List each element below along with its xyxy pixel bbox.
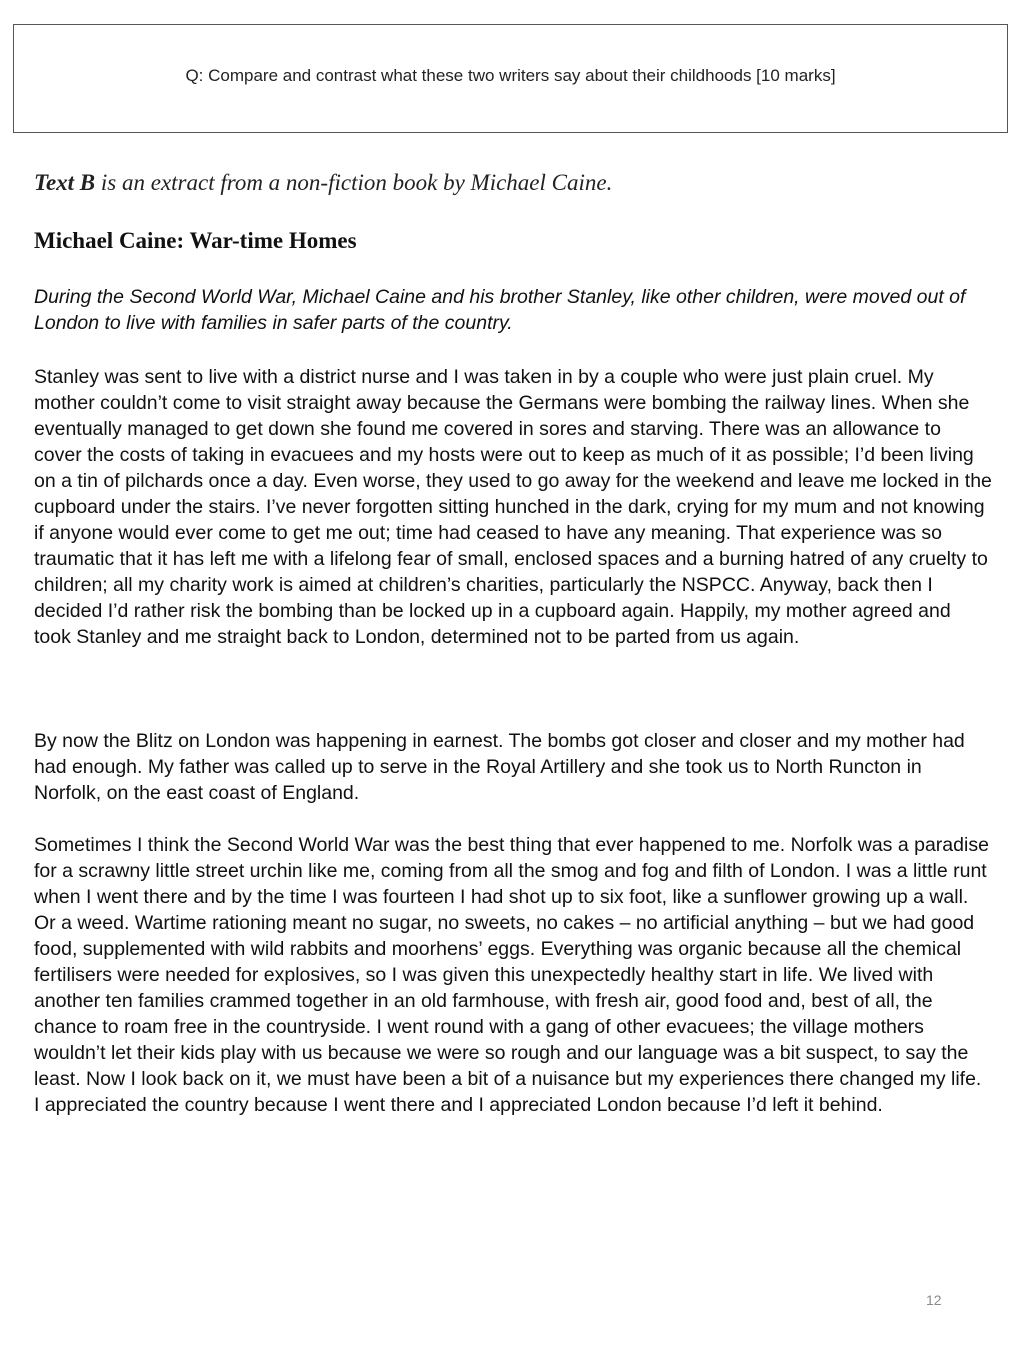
text-label: Text B <box>34 170 96 195</box>
body-paragraph-1: Stanley was sent to live with a district nurse and I was taken in by a couple who were just plain cruel. My mother couldn’t come to visit straight away because the Germans were bombing the railway lines. When she eventually managed to get down she found me covered in sores and starving. There was an allowance to cover the costs of taking in evacuees and my hosts were out to keep as much of it as possible; I’d been living on a tin of pilchards once a day. Even worse, they used to go away for the weekend and leave me locked in the cupboard under the stairs. I’ve never forgotten sitting hunched in the dark, crying for my mum and not knowing if anyone would ever come to get me out; time had ceased to have any meaning. That experience was so traumatic that it has left me with a lifelong fear of small, enclosed spaces and a burning hatred of any cruelty to children; all my charity work is aimed at children’s charities, particularly the NSPCC. Anyway, back then I decided I’d rather risk the bombing than be locked up in a cupboard again. Happily, my mother agreed and took Stanley and me straight back to London, determined not to be parted from us again. <box>34 366 992 648</box>
extract-title: Michael Caine: War-time Homes <box>34 228 357 253</box>
page-number: 12 <box>926 1292 942 1308</box>
question-text: Q: Compare and contrast what these two writers say about their childhoods [10 marks] <box>185 66 836 85</box>
question-box <box>13 24 1008 133</box>
text-intro <box>34 170 612 196</box>
body-paragraph-3: Sometimes I think the Second World War was the best thing that ever happened to me. Norfolk was a paradise for a scrawny little street urchin like me, coming from all the smog and fog and filth of London. I was a little runt when I went there and by the time I was fourteen I had shot up to six foot, like a sunflower growing up a wall. Or a weed. Wartime rationing meant no sugar, no sweets, no cakes – no artificial anything – but we had good food, supplemented with wild rabbits and moorhens’ eggs. Everything was organic because all the chemical fertilisers were needed for explosives, so I was given this unexpectedly healthy start in life. We lived with another ten families crammed together in an old farmhouse, with fresh air, good food and, best of all, the chance to roam free in the countryside. I went round with a gang of other evacuees; the village mothers wouldn’t let their kids play with us because we were so rough and our language was a bit suspect, to say the least. Now I look back on it, we must have been a bit of a nuisance but my experiences there changed my life. I appreciated the country because I went there and I appreciated London because I’d left it behind. <box>34 834 989 1116</box>
context-paragraph: During the Second World War, Michael Caine and his brother Stanley, like other children, were moved out of London to live with families in safer parts of the country. <box>34 286 966 334</box>
intro-text: is an extract from a non-fiction book by Michael Caine. <box>100 170 613 195</box>
body-paragraph-2: By now the Blitz on London was happening in earnest. The bombs got closer and closer and my mother had had enough. My father was called up to serve in the Royal Artillery and she took us to North Runcton in Norfolk, on the east coast of England. <box>34 730 965 804</box>
